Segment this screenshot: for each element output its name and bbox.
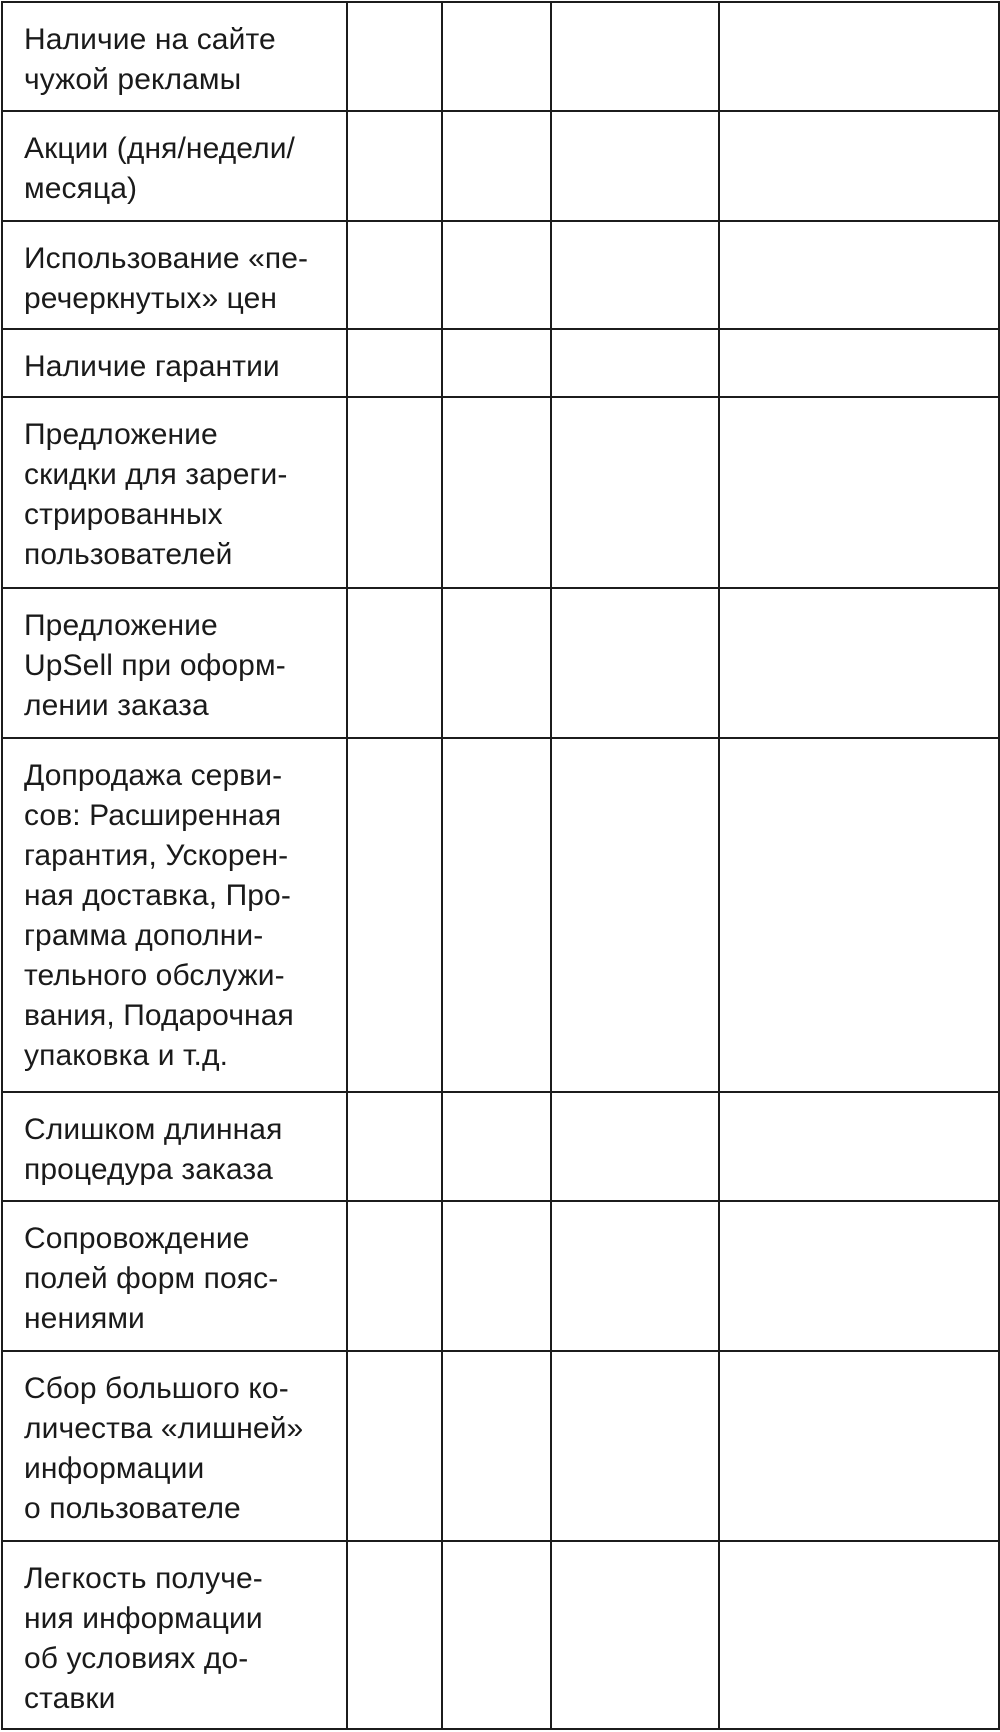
table-cell	[551, 738, 719, 1092]
row-label: Допродажа серви- сов: Расширенная гарантия, Ускорен- ная доставка, Про- грамма дополни- тельного обслужи- вания, Подарочная упаковка и т.д.	[2, 738, 347, 1092]
table-cell	[442, 1541, 551, 1729]
table-cell	[719, 1092, 999, 1201]
table-cell	[719, 329, 999, 397]
table-cell	[347, 2, 442, 111]
table-cell	[347, 221, 442, 329]
comparison-table	[1, 1, 1000, 1730]
row-label: Сопровождение полей форм пояс- нениями	[2, 1201, 347, 1351]
table-cell	[347, 588, 442, 738]
table-row	[2, 329, 999, 397]
table-row	[2, 111, 999, 221]
table-cell	[347, 111, 442, 221]
table-cell	[347, 1351, 442, 1541]
table-cell	[442, 588, 551, 738]
table-cell	[719, 221, 999, 329]
table-row	[2, 1092, 999, 1201]
table-cell	[442, 2, 551, 111]
table-cell	[442, 329, 551, 397]
table-row	[2, 1201, 999, 1351]
table-cell	[551, 397, 719, 588]
table-cell	[442, 397, 551, 588]
table-cell	[551, 221, 719, 329]
table-cell	[551, 588, 719, 738]
table-cell	[347, 397, 442, 588]
table-cell	[347, 329, 442, 397]
row-label: Использование «пе- речеркнутых» цен	[2, 221, 347, 329]
table-cell	[551, 1351, 719, 1541]
table-cell	[442, 1201, 551, 1351]
table-row	[2, 397, 999, 588]
table-cell	[551, 1201, 719, 1351]
table-cell	[551, 111, 719, 221]
table-cell	[347, 738, 442, 1092]
table-cell	[551, 1092, 719, 1201]
table-cell	[719, 2, 999, 111]
table-cell	[719, 397, 999, 588]
table-cell	[719, 738, 999, 1092]
table-cell	[442, 738, 551, 1092]
table-row	[2, 221, 999, 329]
table-row	[2, 588, 999, 738]
table-cell	[551, 1541, 719, 1729]
row-label: Слишком длинная процедура заказа	[2, 1092, 347, 1201]
row-label: Акции (дня/недели/ месяца)	[2, 111, 347, 221]
table-row	[2, 1541, 999, 1729]
table-row	[2, 2, 999, 111]
table-row	[2, 738, 999, 1092]
table-cell	[347, 1541, 442, 1729]
table-cell	[551, 2, 719, 111]
table-cell	[719, 588, 999, 738]
row-label: Предложение скидки для зареги- стрированных пользователей	[2, 397, 347, 588]
table-cell	[719, 111, 999, 221]
table-cell	[347, 1201, 442, 1351]
table-cell	[347, 1092, 442, 1201]
table-cell	[551, 329, 719, 397]
table-row	[2, 1351, 999, 1541]
table-cell	[442, 221, 551, 329]
table-cell	[719, 1201, 999, 1351]
table-cell	[442, 1092, 551, 1201]
table-cell	[719, 1541, 999, 1729]
row-label: Наличие гарантии	[2, 329, 347, 397]
row-label: Наличие на сайте чужой рекламы	[2, 2, 347, 111]
table-cell	[442, 111, 551, 221]
row-label: Легкость получе- ния информации об условиях до- ставки	[2, 1541, 347, 1729]
table-cell	[442, 1351, 551, 1541]
table-cell	[719, 1351, 999, 1541]
row-label: Предложение UpSell при оформ- лении заказа	[2, 588, 347, 738]
row-label: Сбор большого ко- личества «лишней» информации о пользователе	[2, 1351, 347, 1541]
